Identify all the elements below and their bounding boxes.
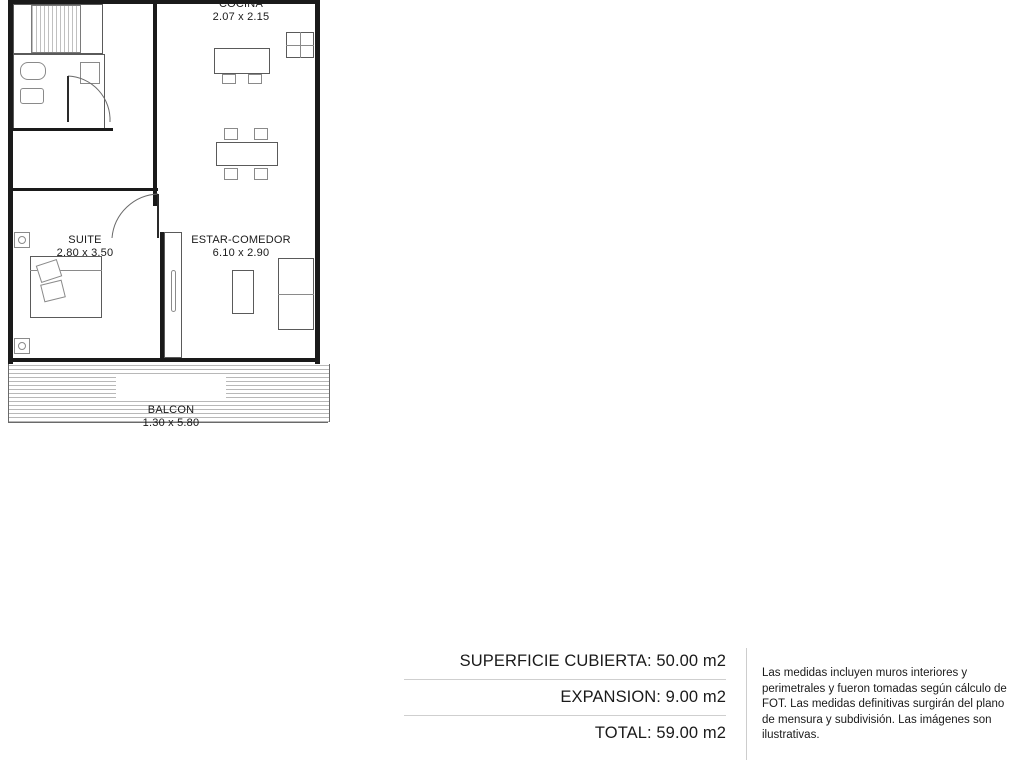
room-dims: 1.30 x 5.80	[142, 417, 200, 429]
summary-covered-area: SUPERFICIE CUBIERTA: 50.00 m2	[404, 652, 726, 680]
room-label-balcon	[111, 404, 231, 430]
room-label-cocina	[176, 0, 306, 24]
summary-notes-divider	[746, 648, 747, 760]
room-name: ESTAR-COMEDOR	[191, 234, 291, 246]
room-name: COCINA	[219, 0, 263, 10]
kitchen-island	[214, 48, 270, 74]
room-name: SUITE	[68, 234, 102, 246]
wall-interior-horizontal-b	[13, 188, 158, 191]
room-dims: 2.07 x 2.15	[212, 11, 270, 23]
kitchen-stool-1	[222, 74, 236, 84]
room-name: BALCON	[147, 404, 195, 416]
sliding-door-handle	[171, 270, 176, 312]
room-label-estar-comedor	[171, 234, 311, 260]
sink-suite	[20, 88, 44, 104]
nightstand-right-inner	[18, 342, 26, 350]
wall-interior-vertical-a	[153, 4, 157, 194]
room-label-suite	[20, 234, 150, 260]
living-coffee-table	[232, 270, 254, 314]
dining-table	[216, 142, 278, 166]
room-dims: 2.80 x 3.50	[56, 247, 114, 259]
legal-notes: Las medidas incluyen muros interiores y perimetrales y fueron tomadas según cálculo de FOT. Las medidas definitivas surgirán del plano de mensura y subdivisión. Las imágenes son ilustrativas.	[762, 667, 1007, 741]
dining-chair-1	[224, 128, 238, 140]
room-dims: 6.10 x 2.90	[212, 247, 270, 259]
wall-interior-horizontal-a	[13, 128, 113, 131]
summary-total-area: TOTAL: 59.00 m2	[594, 724, 726, 742]
closet-outline	[13, 4, 103, 54]
floor-plan-drawing	[8, 0, 338, 460]
dining-chair-2	[254, 128, 268, 140]
summary-expansion-area: EXPANSION: 9.00 m2	[404, 688, 726, 716]
dining-chair-4	[254, 168, 268, 180]
kitchen-unit-divider-v	[300, 32, 301, 58]
dining-chair-3	[224, 168, 238, 180]
toilet-suite	[20, 62, 46, 80]
kitchen-stool-2	[248, 74, 262, 84]
wall-outer-right	[315, 0, 320, 395]
area-summary	[404, 652, 726, 751]
living-sofa-cushion-line	[278, 294, 314, 295]
door-arc-bathroom	[66, 74, 112, 124]
wall-outer-bottom-interior	[8, 358, 320, 362]
balcony-label-backing	[116, 374, 226, 400]
